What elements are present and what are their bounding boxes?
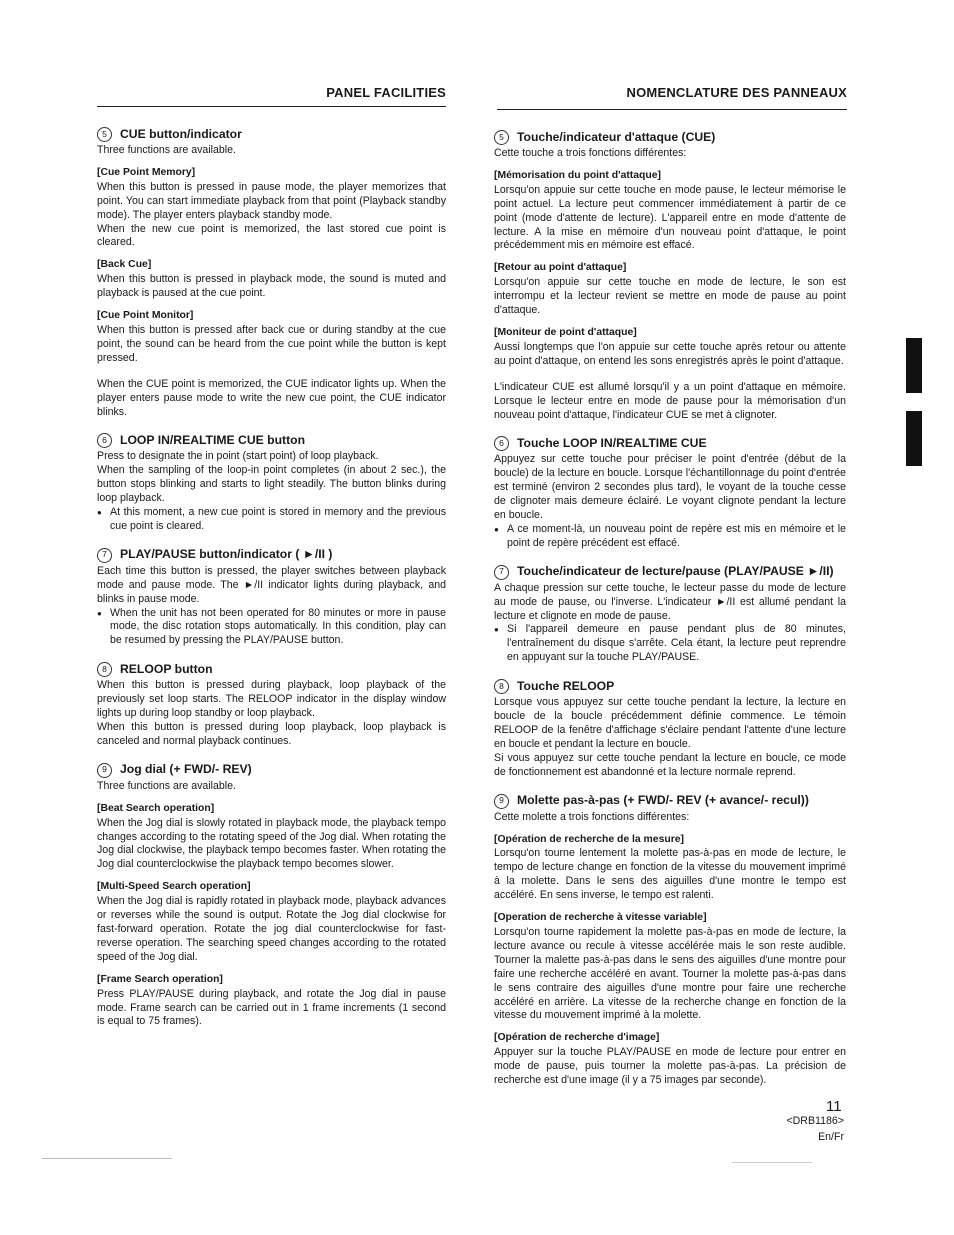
section-title bbox=[97, 662, 446, 677]
section-8 bbox=[97, 662, 446, 749]
paragraph: A chaque pression sur cette touche, le lecteur passe du mode de lecture au mode de pause, ou l'inverse. L'indicateur ►/II est allumé pendant la lecture et clignote en mode de pause. bbox=[494, 581, 846, 622]
section-title bbox=[494, 436, 846, 451]
section-title bbox=[494, 794, 846, 809]
subsection-heading: [Frame Search operation] bbox=[97, 973, 223, 985]
section-intro: Three functions are available. bbox=[97, 144, 236, 156]
subsection-heading: [Retour au point d'attaque] bbox=[494, 262, 627, 274]
paragraph: When the Jog dial is rapidly rotated in playback mode, playback advances or reverses while the sound is output. Rotate the Jog dial clockwise for fast-forward operation. Rotate the jog dial counterclockwise for fast-reverse operation. The searching speed changes according to the rotated speed of the Jog dial. bbox=[97, 895, 446, 963]
subsection-heading: [Opération de recherche d'image] bbox=[494, 1032, 660, 1044]
paragraph: Appuyez sur cette touche pour préciser le point d'entrée (début de la boucle) de la lecture en boucle. Lorsque l'échantillonnage du point d'entrée est terminé (environ 2 secondes plus tard), le voyant de la touche cesse de clignoter mais demeure éclairé. Le voyant clignote pendant la lecture en boucle. bbox=[494, 453, 846, 522]
section-6 bbox=[97, 433, 446, 533]
bullet-note: ● A ce moment-là, un nouveau point de repère est mis en mémoire et le point de repère précédent est effacé. bbox=[494, 523, 846, 551]
section-title-text: LOOP IN/REALTIME CUE button bbox=[120, 432, 306, 447]
section-title-text: Touche/indicateur d'attaque (CUE) bbox=[517, 129, 716, 144]
paragraph: Lorsqu'on tourne rapidement la molette pas-à-pas en mode de lecture, la lecture avance ou recule à vitesse accélérée mais le son reste audible. Tourner la malette pas-à-pas dans le sens des aiguilles d'une montre pour faire une recherche accéléré en avant. Tourner la molette pas-à-pas dans le sens contraire des aiguilles d'une montre pour faire une recherche accéléré en arrière. La vitesse de la recherche change en fonction de la vitesse du mouvement imprimé à la molette. bbox=[494, 925, 846, 1022]
circled-number-icon: 5 bbox=[494, 130, 509, 145]
section-title bbox=[97, 548, 446, 563]
section-title-text: Molette pas-à-pas (+ FWD/- REV (+ avance/- recul)) bbox=[517, 793, 809, 808]
section-intro: Three functions are available. bbox=[97, 779, 236, 792]
paragraph: Si vous appuyez sur cette touche pendant la lecture en boucle, ce mode de fonctionnement est abandonné et la lecture normale reprend. bbox=[494, 751, 846, 778]
spacer bbox=[97, 366, 446, 378]
paragraph: Lorsqu'on appuie sur cette touche en mode de lecture, le son est interrompu et la lecteur revient se mettre en mode de pause au point d'attaque. bbox=[494, 276, 846, 317]
circled-number-icon: 5 bbox=[97, 127, 112, 142]
footer-code: <DRB1186> bbox=[786, 1115, 844, 1127]
subsection-heading: [Cue Point Memory] bbox=[97, 166, 196, 178]
circled-number-icon: 9 bbox=[494, 794, 509, 809]
paragraph: Each time this button is pressed, the player switches between playback mode and pause mode. The ►/II indicator lights during playback, and blinks in pause mode. bbox=[97, 564, 446, 605]
subsection-heading: [Mémorisation du point d'attaque] bbox=[494, 169, 661, 181]
footer-rule bbox=[42, 1158, 172, 1159]
section-intro: Cette touche a trois fonctions différentes: bbox=[494, 147, 687, 159]
footer-language: En/Fr bbox=[818, 1131, 844, 1143]
header-panel-facilities: PANEL FACILITIES bbox=[326, 85, 446, 100]
section-title bbox=[97, 433, 446, 448]
bullet-note: ● Si l'appareil demeure en pause pendant plus de 80 minutes, l'entraînement du disque s'arrête. Cela étant, la lecture peut reprendre en appuyant sur la touche PLAY/PAUSE. bbox=[494, 623, 846, 665]
section-6 bbox=[494, 436, 846, 550]
section-8 bbox=[494, 679, 846, 779]
paragraph: Lorsqu'on tourne lentement la molette pas-à-pas en mode de lecture, le tempo de lecture change en fonction de la vitesse du mouvement imprimé à la molette. Dans le sens des aiguilles d'une montre le tempo est accéléré. En sens inverse, le tempo est ralenti. bbox=[494, 847, 846, 902]
paragraph: When the sampling of the loop-in point completes (in about 2 sec.), the button stops blinking and starts to light steadily. The button blinks during loop playback. bbox=[97, 464, 446, 505]
circled-number-icon: 9 bbox=[97, 763, 112, 778]
paragraph: L'indicateur CUE est allumé lorsqu'il y a un point d'attaque en mémoire. Lorsque le lecteur entre en mode de pause pour la mémorisation d'un nouveau point d'attaque, l'indicateur CUE se met à clignoter. bbox=[494, 380, 846, 421]
subsection-heading: [Opération de recherche de la mesure] bbox=[494, 833, 684, 845]
paragraph: When this button is pressed in playback mode, the sound is muted and playback is paused at the cue point. bbox=[97, 273, 446, 300]
paragraph: Press to designate the in point (start point) of loop playback. bbox=[97, 450, 379, 463]
section-title bbox=[494, 679, 846, 694]
paragraph: When the new cue point is memorized, the last stored cue point is cleared. bbox=[97, 222, 446, 249]
header-rule-right bbox=[497, 109, 847, 110]
section-tab-marker bbox=[906, 411, 922, 466]
bullet-note: ● When the unit has not been operated for 80 minutes or more in pause mode, the disc rotation stops automatically. In this condition, play can be resumed by pressing the PLAY/PAUSE button. bbox=[97, 607, 446, 649]
paragraph: When this button is pressed during playback, loop playback of the previously set loop starts. The RELOOP indicator in the display window lights up during loop standby or loop playback. bbox=[97, 679, 446, 720]
section-intro: Cette molette a trois fonctions différentes: bbox=[494, 810, 690, 823]
paragraph: Aussi longtemps que l'on appuie sur cette touche après retour ou attente au point d'attaque, on entend les sons enregistrés après le point d'attaque. bbox=[494, 340, 846, 367]
section-9 bbox=[494, 794, 846, 1088]
subsection-heading: [Beat Search operation] bbox=[97, 802, 215, 814]
circled-number-icon: 8 bbox=[97, 662, 112, 677]
section-title bbox=[494, 130, 846, 145]
paragraph: Lorsqu'on appuie sur cette touche en mode pause, le lecteur mémorise le point actuel. La lecture peut commencer immédiatement à partir de ce point (mode d'attente de lecture). L'appareil entre en mode d'attente de lecture. A la mise en mémoire d'un nouveau point d'attaque, le point précédemment mis en mémoire est effacé. bbox=[494, 183, 846, 252]
section-title-text: CUE button/indicator bbox=[120, 126, 242, 141]
section-9 bbox=[97, 763, 446, 1030]
subsection-heading: [Moniteur de point d'attaque] bbox=[494, 326, 637, 338]
section-title-text: Jog dial (+ FWD/- REV) bbox=[120, 762, 252, 777]
section-title bbox=[97, 127, 446, 142]
section-tab-marker bbox=[906, 338, 922, 393]
paragraph: When this button is pressed after back cue or during standby at the cue point, the sound can be heard from the cue point while the button is kept pressed. bbox=[97, 323, 446, 364]
paragraph: Press PLAY/PAUSE during playback, and rotate the Jog dial in pause mode. Frame search can be carried out in 1 frame increments (1 second is equal to 75 frames). bbox=[97, 987, 446, 1028]
paragraph: When this button is pressed in pause mode, the player memorizes that point. You can start immediate playback from that point (Playback standby mode). The player enters playback standby mode. bbox=[97, 180, 446, 221]
header-nomenclature: NOMENCLATURE DES PANNEAUX bbox=[626, 85, 847, 100]
french-column bbox=[494, 130, 846, 1102]
section-7 bbox=[494, 565, 846, 665]
footer-rule bbox=[732, 1162, 812, 1163]
paragraph: Lorsque vous appuyez sur cette touche pendant la lecture, la lecture en boucle de la boucle précédemment définie commence. Le témoin RELOOP de la fenêtre d'affichage s'éclaire pendant l'attente d'une lecture en boucle et pendant la lecture en boucle. bbox=[494, 696, 846, 750]
circled-number-icon: 6 bbox=[97, 433, 112, 448]
subsection-heading: [Cue Point Monitor] bbox=[97, 310, 194, 322]
page-number: 11 bbox=[826, 1098, 842, 1115]
circled-number-icon: 6 bbox=[494, 436, 509, 451]
section-5 bbox=[494, 130, 846, 422]
paragraph: When the Jog dial is slowly rotated in playback mode, the playback tempo changes according to the rotating speed of the Jog dial. When rotating the Jog dial clockwise, the playback tempo becomes faster. When rotating the Jog dial counterclockwise the playback tempo becomes slower. bbox=[97, 816, 446, 871]
subsection-heading: [Multi-Speed Search operation] bbox=[97, 881, 251, 893]
section-title bbox=[494, 565, 846, 580]
paragraph: Appuyer sur la touche PLAY/PAUSE en mode de lecture pour entrer en mode de pause, puis tourner la molette pas-à-pas. La précision de recherche est d'une image (il y a 75 images par seconde). bbox=[494, 1046, 846, 1087]
circled-number-icon: 8 bbox=[494, 679, 509, 694]
spacer bbox=[494, 369, 846, 381]
section-title-text: Touche/indicateur de lecture/pause (PLAY/PAUSE ►/II) bbox=[517, 564, 834, 579]
circled-number-icon: 7 bbox=[494, 565, 509, 580]
circled-number-icon: 7 bbox=[97, 548, 112, 563]
section-title bbox=[97, 763, 446, 778]
section-title-text: RELOOP button bbox=[120, 661, 213, 676]
header-rule-left bbox=[97, 106, 446, 107]
bullet-note: ● At this moment, a new cue point is stored in memory and the previous cue point is cleared. bbox=[97, 506, 446, 534]
section-title-text: PLAY/PAUSE button/indicator ( ►/II ) bbox=[120, 547, 333, 562]
section-title-text: Touche LOOP IN/REALTIME CUE bbox=[517, 435, 707, 450]
subsection-heading: [Operation de recherche à vitesse variable] bbox=[494, 912, 707, 924]
section-5 bbox=[97, 127, 446, 419]
paragraph: When the CUE point is memorized, the CUE indicator lights up. When the player enters pause mode to write the new cue point, the CUE indicator blinks. bbox=[97, 377, 446, 418]
section-7 bbox=[97, 548, 446, 648]
subsection-heading: [Back Cue] bbox=[97, 259, 152, 271]
section-title-text: Touche RELOOP bbox=[517, 678, 615, 693]
english-column bbox=[97, 127, 446, 1043]
paragraph: When this button is pressed during loop playback, loop playback is canceled and normal playback continues. bbox=[97, 721, 446, 747]
